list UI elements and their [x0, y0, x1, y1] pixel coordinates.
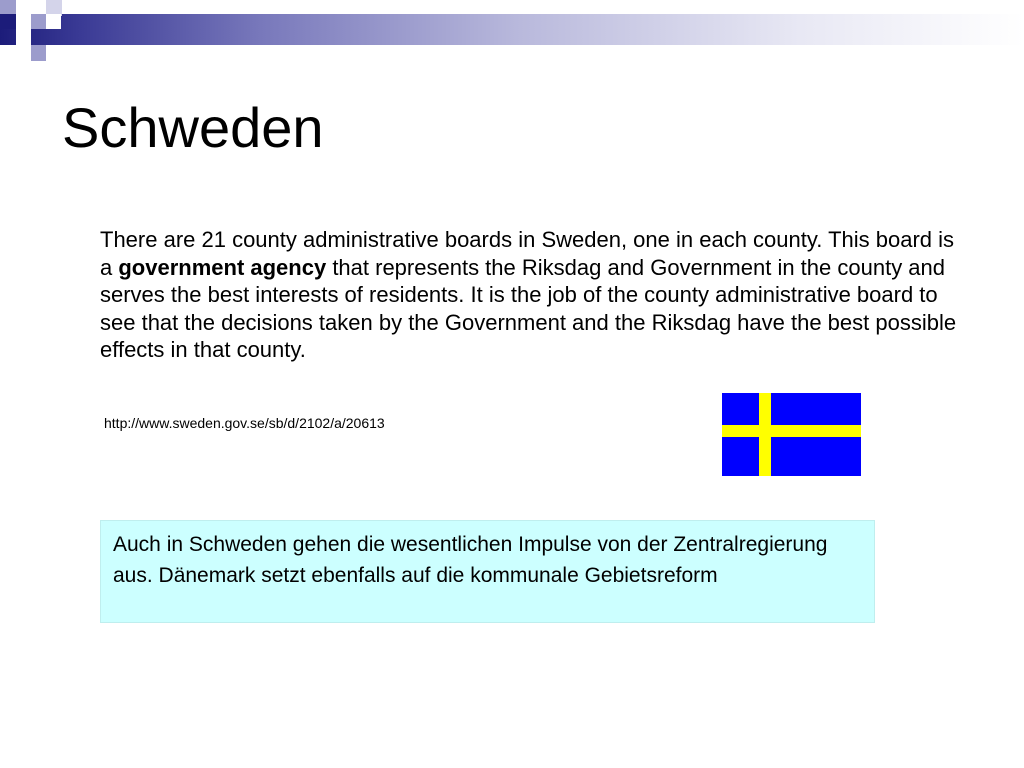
callout-box — [100, 520, 875, 623]
decorative-square — [16, 29, 31, 45]
source-link[interactable]: http://www.sweden.gov.se/sb/d/2102/a/20613 — [104, 415, 385, 431]
decorative-square — [31, 14, 46, 29]
callout-text: Auch in Schweden gehen die wesentlichen Impulse von der Zentralregierung aus. Dänemark setzt ebenfalls auf die kommunale Gebietsreform — [113, 533, 828, 587]
flag-cross-horizontal — [722, 425, 861, 437]
slide-title: Schweden — [62, 96, 324, 159]
decorative-square — [0, 14, 16, 29]
decorative-square — [62, 0, 78, 14]
body-text-bold: government agency — [118, 254, 327, 280]
sweden-flag-icon — [722, 393, 861, 476]
body-text-part: that represents the Riksdag and Government in the county and serves the best interests of residents. It is the job of the county administrative board to see that the decisions taken by the Government and the Riksdag have the best possible effects in that county. — [100, 254, 957, 362]
body-paragraph — [100, 226, 970, 364]
decorative-square — [31, 45, 46, 61]
body-text-part: There are 21 county administrative boards in Sweden, one in each county. This board is a — [100, 227, 955, 280]
header-gradient-band — [0, 14, 1024, 45]
decorative-square — [46, 14, 61, 29]
decorative-square — [16, 14, 31, 29]
